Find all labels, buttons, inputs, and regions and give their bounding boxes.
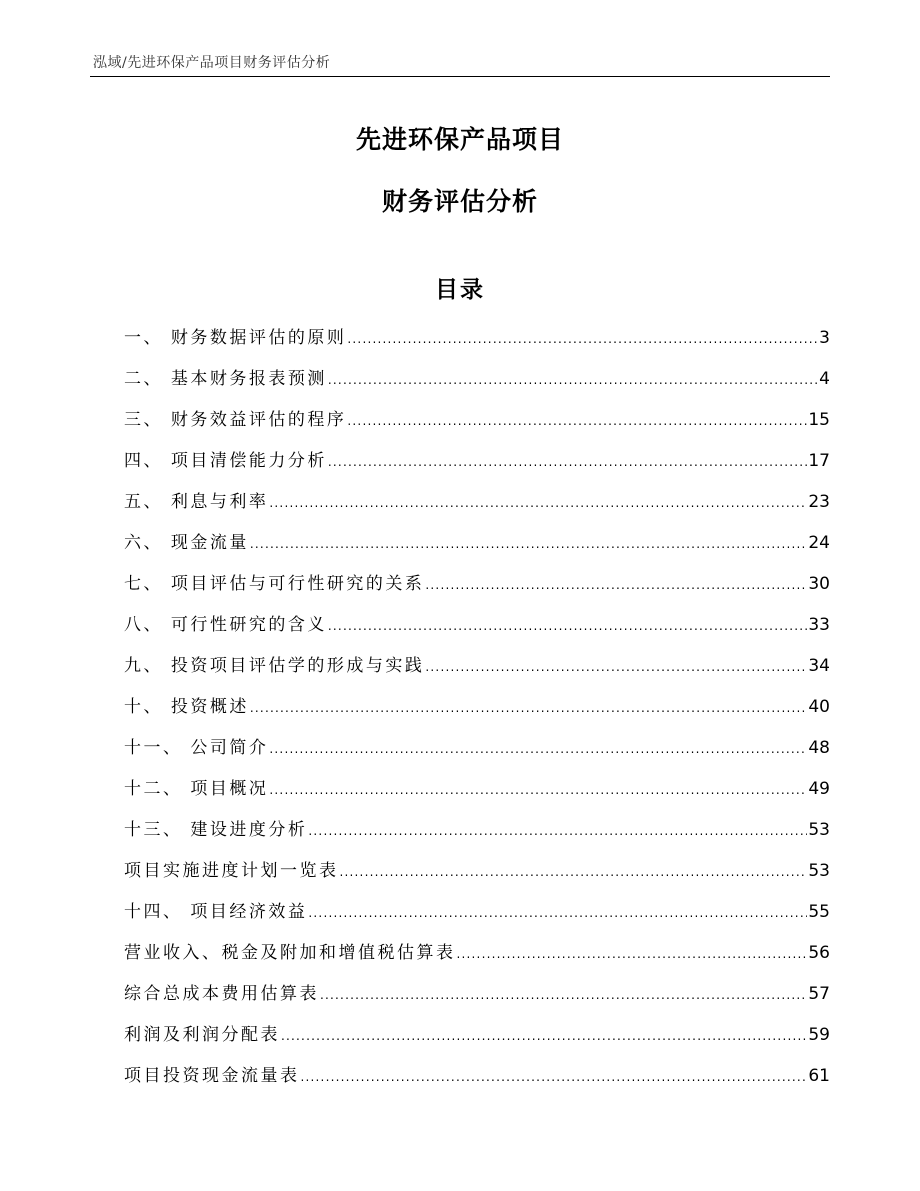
toc-dot-leader bbox=[308, 824, 807, 838]
toc-dot-leader bbox=[425, 660, 807, 674]
document-title-line-1: 先进环保产品项目 bbox=[355, 125, 564, 154]
toc-entry-label: 项目投资现金流量表 bbox=[124, 1066, 300, 1086]
toc-entry-page-number: 55 bbox=[808, 902, 830, 922]
toc-entry[interactable] bbox=[124, 569, 830, 610]
toc-entry-page-number: 53 bbox=[808, 861, 830, 881]
toc-dot-leader bbox=[347, 414, 807, 428]
toc-entry-label: 四、 项目清偿能力分析 bbox=[124, 451, 327, 471]
toc-entry[interactable] bbox=[124, 487, 830, 528]
toc-entry[interactable] bbox=[124, 938, 830, 979]
toc-dot-leader bbox=[340, 865, 808, 879]
toc-entry[interactable] bbox=[124, 364, 830, 405]
toc-entry-label: 十一、 公司简介 bbox=[124, 738, 269, 758]
toc-dot-leader bbox=[425, 578, 807, 592]
toc-dot-leader bbox=[328, 455, 807, 469]
toc-dot-leader bbox=[269, 496, 807, 510]
toc-entry[interactable] bbox=[124, 692, 830, 733]
toc-entry[interactable] bbox=[124, 774, 830, 815]
toc-entry-page-number: 48 bbox=[808, 738, 830, 758]
toc-entry[interactable] bbox=[124, 610, 830, 651]
toc-entry-label: 综合总成本费用估算表 bbox=[124, 984, 319, 1004]
toc-entry-page-number: 59 bbox=[808, 1025, 830, 1045]
toc-entry[interactable] bbox=[124, 446, 830, 487]
toc-dot-leader bbox=[250, 537, 807, 551]
toc-entry-label: 十三、 建设进度分析 bbox=[124, 820, 308, 840]
toc-entry-label: 项目实施进度计划一览表 bbox=[124, 861, 339, 881]
toc-entry[interactable] bbox=[124, 856, 830, 897]
toc-entry-page-number: 4 bbox=[819, 369, 830, 389]
toc-dot-leader bbox=[328, 373, 818, 387]
toc-entry-page-number: 53 bbox=[808, 820, 830, 840]
toc-entry-label: 十、 投资概述 bbox=[124, 697, 249, 717]
toc-entry-label: 二、 基本财务报表预测 bbox=[124, 369, 327, 389]
toc-dot-leader bbox=[281, 1029, 807, 1043]
toc-entry[interactable] bbox=[124, 1020, 830, 1061]
toc-entry-page-number: 3 bbox=[819, 328, 830, 348]
toc-entry-page-number: 23 bbox=[808, 492, 830, 512]
toc-dot-leader bbox=[269, 742, 807, 756]
toc-entry-page-number: 33 bbox=[808, 615, 830, 635]
table-of-contents bbox=[124, 323, 830, 1102]
toc-dot-leader bbox=[250, 701, 807, 715]
toc-entry-label: 六、 现金流量 bbox=[124, 533, 249, 553]
document-title-line-2: 财务评估分析 bbox=[381, 187, 538, 216]
toc-entry-page-number: 30 bbox=[808, 574, 830, 594]
toc-heading: 目录 bbox=[435, 277, 485, 303]
toc-entry-label: 十二、 项目概况 bbox=[124, 779, 269, 799]
toc-entry[interactable] bbox=[124, 1061, 830, 1102]
toc-entry-label: 利润及利润分配表 bbox=[124, 1025, 280, 1045]
toc-entry-page-number: 56 bbox=[808, 943, 830, 963]
running-header: 泓域/先进环保产品项目财务评估分析 bbox=[93, 55, 331, 71]
toc-entry[interactable] bbox=[124, 733, 830, 774]
toc-entry-label: 一、 财务数据评估的原则 bbox=[124, 328, 347, 348]
toc-entry-label: 八、 可行性研究的含义 bbox=[124, 615, 327, 635]
toc-entry-label: 九、 投资项目评估学的形成与实践 bbox=[124, 656, 425, 676]
toc-dot-leader bbox=[308, 906, 807, 920]
toc-entry-page-number: 61 bbox=[808, 1066, 830, 1086]
header-divider bbox=[90, 76, 830, 77]
toc-dot-leader bbox=[269, 783, 807, 797]
toc-entry-label: 三、 财务效益评估的程序 bbox=[124, 410, 347, 430]
toc-entry[interactable] bbox=[124, 405, 830, 446]
toc-entry[interactable] bbox=[124, 897, 830, 938]
toc-entry-label: 营业收入、税金及附加和增值税估算表 bbox=[124, 943, 456, 963]
toc-dot-leader bbox=[328, 619, 807, 633]
toc-dot-leader bbox=[320, 988, 807, 1002]
toc-entry-label: 五、 利息与利率 bbox=[124, 492, 269, 512]
toc-entry-label: 十四、 项目经济效益 bbox=[124, 902, 308, 922]
toc-entry[interactable] bbox=[124, 651, 830, 692]
toc-entry[interactable] bbox=[124, 815, 830, 856]
toc-entry[interactable] bbox=[124, 323, 830, 364]
toc-dot-leader bbox=[301, 1070, 808, 1084]
toc-entry-page-number: 15 bbox=[808, 410, 830, 430]
toc-dot-leader bbox=[457, 947, 808, 961]
toc-dot-leader bbox=[347, 332, 818, 346]
toc-entry-page-number: 40 bbox=[808, 697, 830, 717]
toc-entry[interactable] bbox=[124, 979, 830, 1020]
toc-entry-page-number: 49 bbox=[808, 779, 830, 799]
toc-entry-page-number: 17 bbox=[808, 451, 830, 471]
toc-entry-label: 七、 项目评估与可行性研究的关系 bbox=[124, 574, 425, 594]
toc-entry[interactable] bbox=[124, 528, 830, 569]
toc-entry-page-number: 24 bbox=[808, 533, 830, 553]
toc-entry-page-number: 34 bbox=[808, 656, 830, 676]
toc-entry-page-number: 57 bbox=[808, 984, 830, 1004]
